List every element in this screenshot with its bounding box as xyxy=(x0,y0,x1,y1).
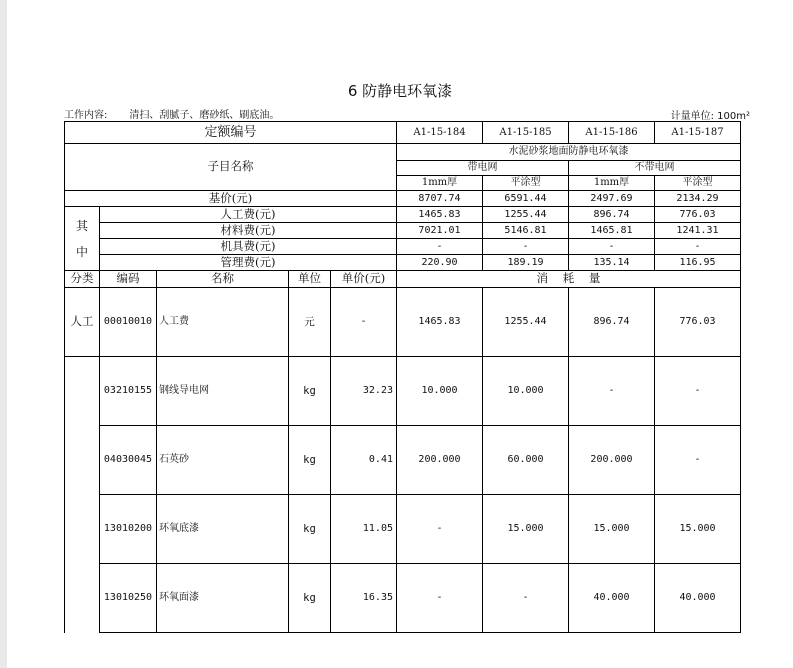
consumption-label: 消 耗 量 xyxy=(397,271,741,288)
cost-value: - xyxy=(569,239,655,255)
row-value: 10.000 xyxy=(483,357,569,426)
group-title: 水泥砂浆地面防静电环氧漆 xyxy=(397,144,741,161)
base-price: 6591.44 xyxy=(483,191,569,207)
row-price: 16.35 xyxy=(331,564,397,633)
column-header: 单价(元) xyxy=(331,271,397,288)
row-price: 0.41 xyxy=(331,426,397,495)
cost-value: 1465.81 xyxy=(569,223,655,239)
row-value: 40.000 xyxy=(569,564,655,633)
row-value: - xyxy=(483,564,569,633)
row-code: 13010250 xyxy=(100,564,157,633)
row-value: - xyxy=(397,564,483,633)
among-label: 其 中 xyxy=(65,207,100,271)
cost-value: 896.74 xyxy=(569,207,655,223)
cost-value: - xyxy=(655,239,741,255)
document-page xyxy=(7,0,793,668)
quota-no-label: 定额编号 xyxy=(65,122,397,144)
quota-code: A1-15-187 xyxy=(655,122,741,144)
cost-value: 1255.44 xyxy=(483,207,569,223)
column-header: 名称 xyxy=(157,271,289,288)
row-value: 60.000 xyxy=(483,426,569,495)
cost-value: 1241.31 xyxy=(655,223,741,239)
row-value: 15.000 xyxy=(483,495,569,564)
cost-value: - xyxy=(483,239,569,255)
base-price: 8707.74 xyxy=(397,191,483,207)
table-row xyxy=(65,495,741,564)
row-value: 896.74 xyxy=(569,288,655,357)
cost-value: 189.19 xyxy=(483,255,569,271)
row-code: 03210155 xyxy=(100,357,157,426)
cost-label: 人工费(元) xyxy=(100,207,397,223)
variant: 1mm厚 xyxy=(569,176,655,191)
quota-table xyxy=(64,121,741,633)
measure-unit: 计量单位: 100m² xyxy=(670,111,750,122)
cost-value: 135.14 xyxy=(569,255,655,271)
row-unit: kg xyxy=(289,426,331,495)
variant: 平涂型 xyxy=(655,176,741,191)
cost-value: 116.95 xyxy=(655,255,741,271)
column-header: 分类 xyxy=(65,271,100,288)
row-value: 15.000 xyxy=(569,495,655,564)
table-row xyxy=(65,426,741,495)
item-name-label: 子目名称 xyxy=(65,144,397,191)
row-value: 15.000 xyxy=(655,495,741,564)
cost-value: 1465.83 xyxy=(397,207,483,223)
row-category xyxy=(65,495,100,564)
base-price: 2497.69 xyxy=(569,191,655,207)
row-value: 200.000 xyxy=(397,426,483,495)
variant: 平涂型 xyxy=(483,176,569,191)
row-value: 1255.44 xyxy=(483,288,569,357)
base-price: 2134.29 xyxy=(655,191,741,207)
cost-label: 机具费(元) xyxy=(100,239,397,255)
row-price: - xyxy=(331,288,397,357)
row-name: 石英砂 xyxy=(157,426,289,495)
base-price-label: 基价(元) xyxy=(65,191,397,207)
row-value: - xyxy=(655,357,741,426)
cost-label: 材料费(元) xyxy=(100,223,397,239)
cost-value: 220.90 xyxy=(397,255,483,271)
quota-code: A1-15-184 xyxy=(397,122,483,144)
row-value: 10.000 xyxy=(397,357,483,426)
column-header: 编码 xyxy=(100,271,157,288)
cost-value: 7021.01 xyxy=(397,223,483,239)
sub-group: 不带电网 xyxy=(569,161,741,176)
work-content-label: 工作内容: xyxy=(64,110,108,121)
cost-value: 5146.81 xyxy=(483,223,569,239)
row-category xyxy=(65,426,100,495)
work-content-text: 清扫、刮腻子、磨砂纸、刷底油。 xyxy=(129,110,280,121)
row-value: 40.000 xyxy=(655,564,741,633)
work-content xyxy=(64,106,279,121)
page-title: 6 防静电环氧漆 xyxy=(347,82,453,100)
row-value: 1465.83 xyxy=(397,288,483,357)
row-value: - xyxy=(569,357,655,426)
row-unit: kg xyxy=(289,495,331,564)
row-unit: kg xyxy=(289,357,331,426)
row-name: 钢线导电网 xyxy=(157,357,289,426)
row-code: 00010010 xyxy=(100,288,157,357)
column-header: 单位 xyxy=(289,271,331,288)
quota-code: A1-15-185 xyxy=(483,122,569,144)
sub-group: 带电网 xyxy=(397,161,569,176)
row-name: 环氧面漆 xyxy=(157,564,289,633)
row-name: 人工费 xyxy=(157,288,289,357)
variant: 1mm厚 xyxy=(397,176,483,191)
cost-value: 776.03 xyxy=(655,207,741,223)
row-value: 200.000 xyxy=(569,426,655,495)
row-price: 32.23 xyxy=(331,357,397,426)
table-row xyxy=(65,564,741,633)
row-unit: kg xyxy=(289,564,331,633)
row-category xyxy=(65,564,100,633)
row-category xyxy=(65,357,100,426)
row-price: 11.05 xyxy=(331,495,397,564)
table-row xyxy=(65,357,741,426)
row-value: - xyxy=(655,426,741,495)
row-name: 环氧底漆 xyxy=(157,495,289,564)
quota-code: A1-15-186 xyxy=(569,122,655,144)
row-value: 776.03 xyxy=(655,288,741,357)
row-code: 13010200 xyxy=(100,495,157,564)
row-code: 04030045 xyxy=(100,426,157,495)
cost-value: - xyxy=(397,239,483,255)
row-value: - xyxy=(397,495,483,564)
row-category: 人工 xyxy=(65,288,100,357)
cost-label: 管理费(元) xyxy=(100,255,397,271)
table-row xyxy=(65,288,741,357)
row-unit: 元 xyxy=(289,288,331,357)
